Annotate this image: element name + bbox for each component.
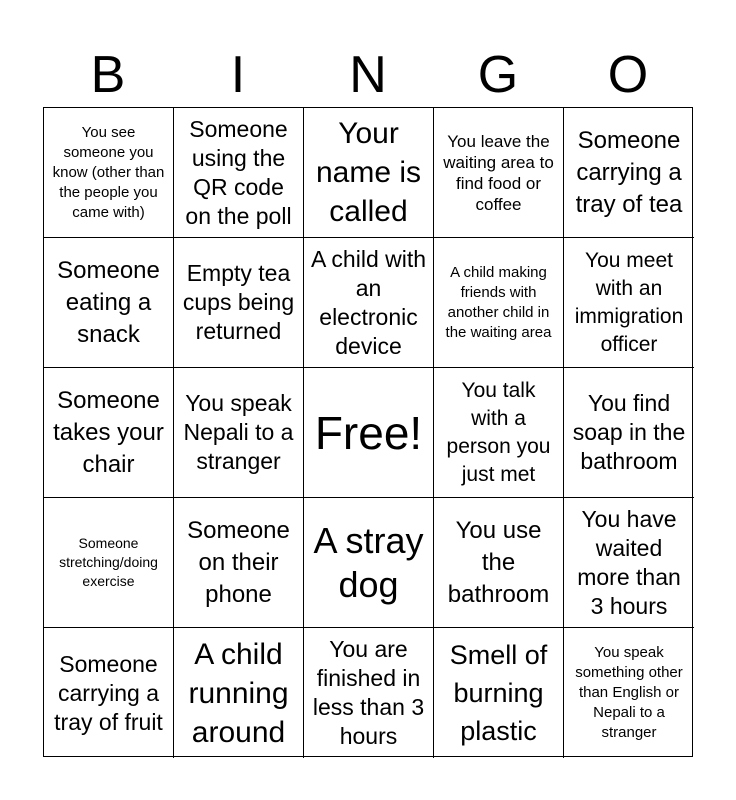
- bingo-cell[interactable]: A child with an electronic device: [304, 238, 434, 368]
- bingo-cell[interactable]: You have waited more than 3 hours: [564, 498, 694, 628]
- bingo-cell[interactable]: Someone carrying a tray of tea: [564, 108, 694, 238]
- bingo-cell[interactable]: You find soap in the bathroom: [564, 368, 694, 498]
- header-letter-b: B: [90, 46, 126, 104]
- header-letter-o: O: [607, 46, 649, 104]
- bingo-cell[interactable]: Your name is called: [304, 108, 434, 238]
- bingo-cell[interactable]: You are finished in less than 3 hours: [304, 628, 434, 758]
- bingo-cell[interactable]: Smell of burning plastic: [434, 628, 564, 758]
- bingo-cell[interactable]: Someone on their phone: [174, 498, 304, 628]
- bingo-cell[interactable]: Someone using the QR code on the poll: [174, 108, 304, 238]
- bingo-cell[interactable]: You talk with a person you just met: [434, 368, 564, 498]
- bingo-cell[interactable]: Someone eating a snack: [44, 238, 174, 368]
- bingo-board: [43, 107, 693, 757]
- bingo-cell[interactable]: You see someone you know (other than the people you came with): [44, 108, 174, 238]
- bingo-cell[interactable]: You speak Nepali to a stranger: [174, 368, 304, 498]
- bingo-cell[interactable]: A child running around: [174, 628, 304, 758]
- header-letter-i: I: [230, 46, 246, 104]
- bingo-cell[interactable]: Someone carrying a tray of fruit: [44, 628, 174, 758]
- bingo-cell[interactable]: You speak something other than English or Nepali to a stranger: [575, 644, 683, 741]
- bingo-cell[interactable]: Empty tea cups being returned: [174, 238, 304, 368]
- header-letter-n: N: [349, 46, 387, 104]
- bingo-cell[interactable]: A child making friends with another child in the waiting area: [434, 238, 564, 368]
- bingo-cell[interactable]: Someone takes your chair: [44, 368, 174, 498]
- bingo-cell[interactable]: A stray dog: [304, 498, 434, 628]
- bingo-cell[interactable]: Someone stretching/doing exercise: [44, 498, 174, 628]
- bingo-cell[interactable]: You use the bathroom: [434, 498, 564, 628]
- bingo-cell[interactable]: You leave the waiting area to find food or coffee: [434, 108, 564, 238]
- free-space-cell[interactable]: Free!: [304, 368, 434, 498]
- bingo-cell[interactable]: You meet with an immigration officer: [564, 238, 694, 368]
- header-letter-g: G: [477, 46, 519, 104]
- bingo-header: [43, 44, 693, 106]
